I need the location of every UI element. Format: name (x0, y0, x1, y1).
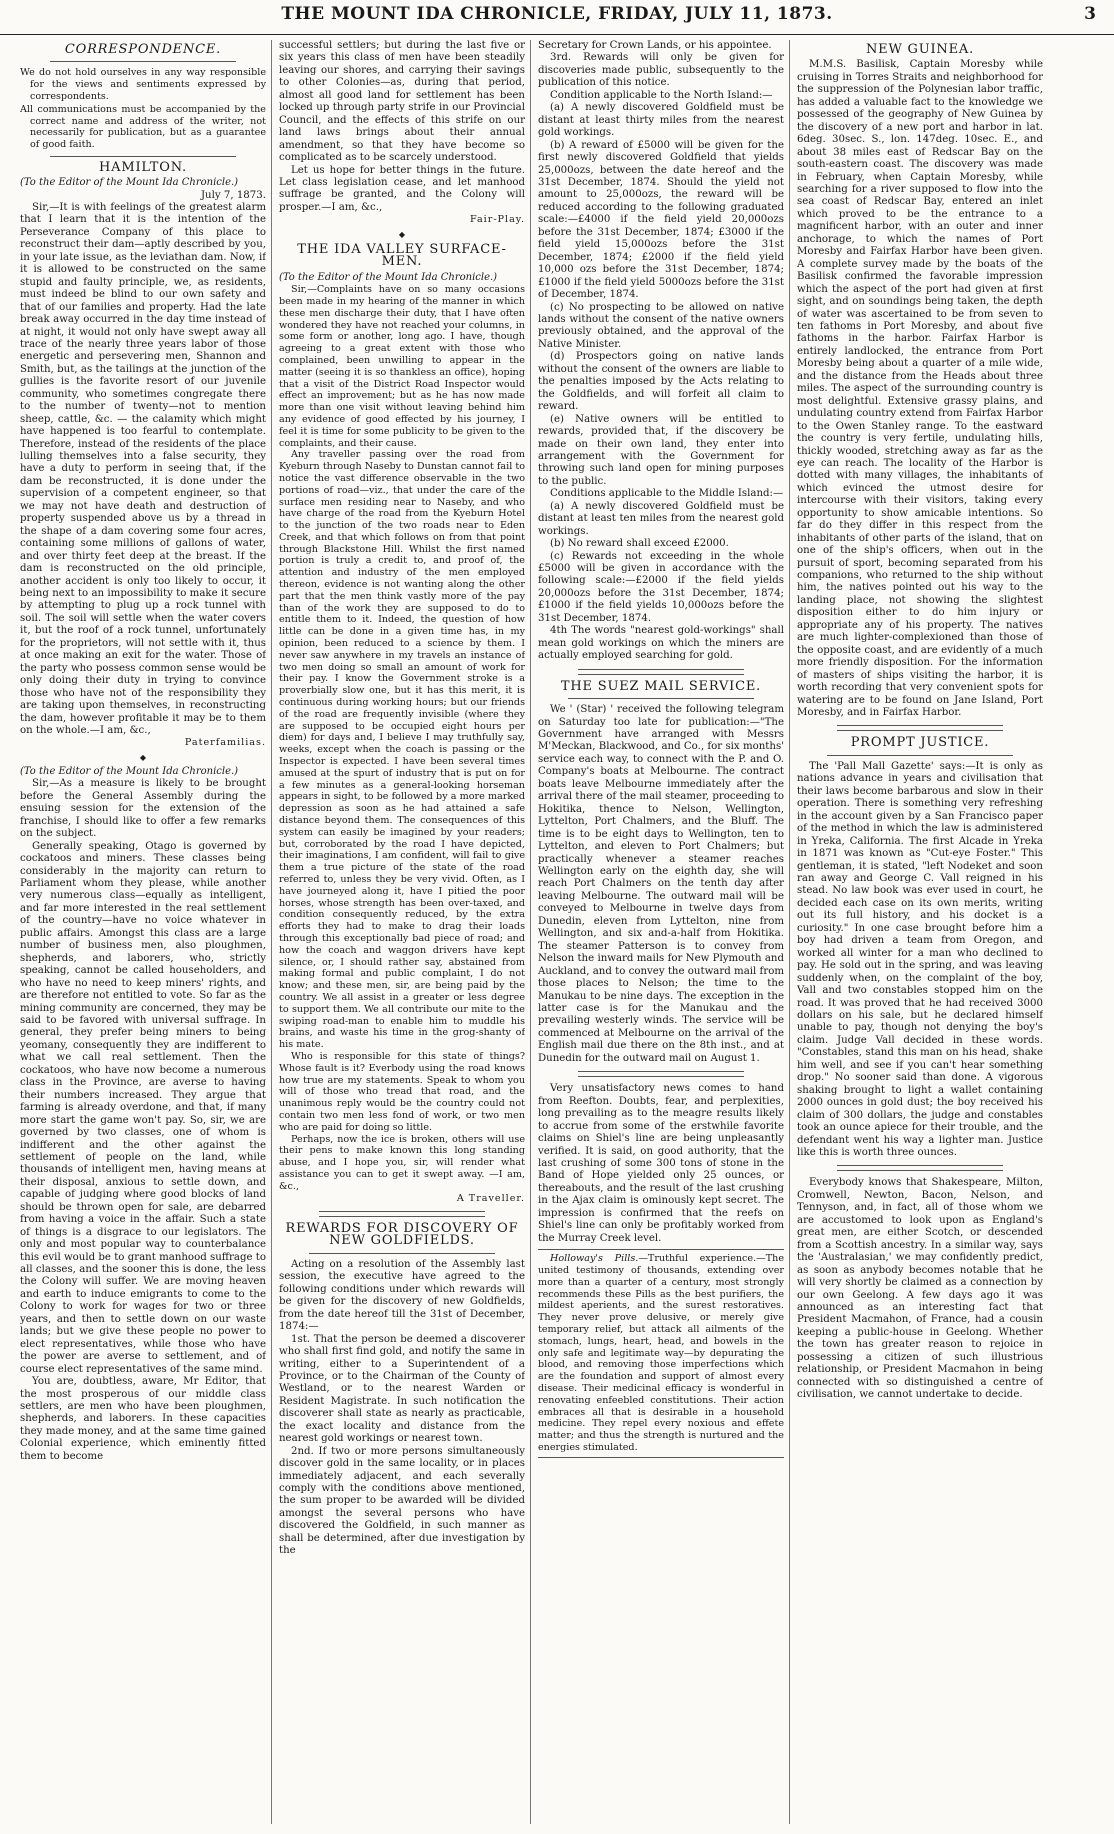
article-body: (b) A reward of £5000 will be given for the first newly discovered Goldfield that yields 25,000ozs, between the date hereof and the 31st December, 1874. Should the yield not amount to 25,000ozs, the reward will be reduced according to the following graduated scale:—£4000 if the field yield 20,000ozs before the 31st December, 1874; £3000 if the field yield 15,000ozs before the 31st December, 1874; £2000 if the field yield 10,000 ozs before the 31st December, 1874; £1000 if the field yield 5000ozs before the 31st of December, 1874. (538, 139, 784, 301)
letter-body: Sir,—Complaints have on so many occasions been made in my hearing of the manner in which these men discharge their duty, that I have often wondered they have not reached your columns, in some form or another, long ago. I have, though agreeing to a great extent with those who complained, been unwilling to appear in the matter (seeing it is so thankless an office), hoping that a visit of the District Road Inspector would effect an improvement; but as he has now made more than one visit without leaving behind him any evidence of good effected by his journey, I feel it is time for some publicity to be given to the complaints, and their cause. (279, 284, 525, 449)
letter-address: (To the Editor of the Mount Ida Chronicle.) (20, 177, 239, 189)
article-body: Secretary for Crown Lands, or his appointee. (538, 40, 772, 51)
article-body: Acting on a resolution of the Assembly last session, the executive have agreed to the following conditions under which rewards will be given for the discovery of new Goldfields, from the date hereof till the 31st of December, 1874:— (279, 1258, 525, 1333)
divider (319, 1211, 485, 1217)
article-body: Condition applicable to the North Island:— (550, 89, 773, 101)
divider (837, 725, 1003, 731)
column-4 (797, 40, 1043, 1830)
letter-body: Let us hope for better things in the future. Let class legislation cease, and let manhood suffrage be granted, and the Colony will prosper.—I am, &c., (279, 164, 525, 213)
letter-body: You are, doubtless, aware, Mr Editor, that the most prosperous of our middle class settlers, are men who have been ploughmen, shepherds, and laborers. In these capacities they made money, and at the same time gained Colonial experience, which eminently fitted them to become (20, 1376, 266, 1462)
article-body: Conditions applicable to the Middle Island:— (550, 488, 784, 500)
article-body: (a) A newly discovered Goldfield must be distant at least thirty miles from the nearest gold workings. (538, 102, 784, 139)
letter-body: Perhaps, now the ice is broken, others will use their pens to make known this long standing abuse, and I hope you, sir, will render what assistance you can to get it swept away. —I am, &c., (279, 1133, 525, 1192)
article-body: 4th The words "nearest gold-workings" shall mean gold workings on which the miners are actually employed searching for gold. (538, 625, 784, 662)
article-heading-rewards: REWARDS FOR DISCOVERY OF NEW GOLDFIELDS. (285, 1220, 519, 1249)
divider (578, 1071, 744, 1077)
article-body: 3rd. Rewards will only be given for discoveries made public, subsequently to the publication of this notice. (538, 52, 784, 89)
divider (50, 156, 236, 157)
editorial-notice: All communications must be accompanied by the correct name and address of the writer, not necessarily for publication, but as a guarantee of good faith. (20, 104, 266, 151)
page-title: THE MOUNT IDA CHRONICLE, FRIDAY, JULY 11, 1873. (281, 4, 833, 24)
letter-body: successful settlers; but during the last five or six years this class of men have been steadily leaving our shores, and carrying their savings to other Colonies—as, during that period, almost all good land for settlement has been locked up through party strife in our Provincial Council, and the effects of this strife on our land laws brings about their annual amendment, so that they have become so complicated as to be scarcely understood. (279, 40, 525, 164)
letter-address: (To the Editor of the Mount Ida Chronicle.) (279, 271, 498, 283)
article-body: (c) Rewards not exceeding in the whole £5000 will be given in accordance with the following scale:—£2000 if the field yields 20,000ozs before the 31st December, 1874; £1000 if the field yields 10,000ozs before the 31st December, 1874. (538, 550, 784, 624)
letter-date: July 7, 1873. (200, 189, 266, 201)
article-body: We ' (Star) ' received the following telegram on Saturday too late for publication:—"The Government have arranged with Messrs M'Meckan, Blackwood, and Co., for six months' service each way, to connect with the P. and O. Company's boats at Melbourne. The contract boats leave Melbourne immediately after the arrival there of the mail steamer, proceeding to Hokitika, thence to Nelson, Wellington, Lyttelton, Port Chalmers, and the Bluff. The time is to be eight days to Wellington, ten to Lyttelton, and eleven to Port Chalmers; but practically whenever a steamer reaches Wellington early on the eighth day, she will reach Port Chalmers on the tenth day after leaving Melbourne. The outward mail will be conveyed to Melbourne in twelve days from Dunedin, eleven from Lyttelton, nine from Wellington, and six and-a-half from Hokitika. The steamer Patterson is to convey from Nelson the inward mails for New Plymouth and Auckland, and to convey the outward mail from those places to Nelson; the time to the Manukau to be nine days. The exception in the latter case is for the Manukau and the prevailing westerly winds. The service will be commenced at Melbourne on the arrival of the English mail due there on the 8th inst., and at Dunedin for the outward mail on August 1. (538, 704, 784, 1064)
letter-signature: Fair-Play. (469, 214, 525, 226)
diamond-ornament: ◆ (398, 229, 406, 239)
article-body: (a) A newly discovered Goldfield must be distant at least ten miles from the nearest gold workings. (538, 500, 784, 537)
divider (309, 1253, 495, 1254)
column-3 (538, 40, 784, 1830)
divider (568, 698, 754, 699)
article-body: Everybody knows that Shakespeare, Milton, Cromwell, Newton, Bacon, Nelson, and Tennyson, and, in fact, all of those whom we are accustomed to look upon as England's great men, are either Scotch, or descended from a Scottish ancestry. In a similar way, says the 'Australasian,' we may confidently predict, as soon as anybody becomes notable that he will very shortly be claimed as a connection by our own Geelong. A few days ago it was announced as an interesting fact that President Macmahon, of France, had a cousin keeping a public-house in Geelong. Whether the town has greater reason to rejoice in possessing a citizen of such illustrious relationship, or President Macmahon in being connected with so distinguished a centre of civilisation, we cannot undertake to decide. (797, 1177, 1043, 1401)
article-body: (d) Prospectors going on native lands without the consent of the owners are liable to the penalties imposed by the Acts relating to the Goldfields, and will forfeit all claim to reward. (538, 351, 784, 413)
article-body: M.M.S. Basilisk, Captain Moresby while cruising in Torres Straits and neighborhood for the suppression of the Polynesian labor traffic, has added a valuable fact to the knowledge we possessed of the geography of New Guinea by the discovery of a new port and harbor in lat. 6deg. 30sec. S., lon. 147deg. 10sec. E., and about 38 miles east of Redscar Bay on the south-eastern coast. The discovery was made in February, when Captain Moresby, while searching for a river supposed to flow into the sea coast of Redscar Bay, entered an inlet which proved to be the entrance to a magnificent harbor, with an outer and inner anchorage, to which the names of Port Moresby and Fairfax Harbor have been given. A complete survey made by the boats of the Basilisk confirmed the favorable impression which the aspect of the port had given at first sight, and on soundings being taken, the depth of water was ascertained to be from seven to ten fathoms in Port Moresby, and about five fathoms in the harbor. Fairfax Harbor is entirely landlocked, the entrance from Port Moresby being about a quarter of a mile wide, and the distance from the Heads about three miles. The aspect of the surrounding country is most delightful. Extensive grassy plains, and undulating country extend from Fairfax Harbor to the Owen Stanley range. To the eastward the country is very fertile, undulating hills, thickly wooded, stretching away as far as the eye can reach. The locality of the Harbor is dotted with many villages, the inhabitants of which evinced the utmost desire for intercourse with their visitors, taking every opportunity to show amicable intentions. So far do they differ in this respect from the inhabitants of other parts of the island, that on one of the ship's officers, when out in the pursuit of sport, becoming separated from his companions, who returned to the ship without him, the natives pointed out his way to the landing place, not showing the slightest disposition either to do him injury or appropriate any of his property. The natives are much lighter-complexioned than those of the opposite coast, and are evidently of a much more friendly disposition. For the information of masters of ships visiting the harbor, it is worth recording that very convenient spots for watering are to be found on Jane Island, Port Moresby, and in Fairfax Harbor. (797, 59, 1043, 719)
article-body: The 'Pall Mall Gazette' says:—It is only as nations advance in years and civilisation that their laws become barbarous and slow in their operation. There is something very refreshing in the account given by a San Francisco paper of the method in which the law is administered in Yreka, California. The first Alcade in Yreka in 1871 was known as "Cut-eye Foster." This gentleman, it is stated, "left Nodeket and soon ran away and George C. Vall reigned in his stead. No law book was ever used in court, he decided each case on its own merits, writing out its full history, and his docket is a curiosity." In one case brought before him a boy had driven a team from Oregon, and worked all winter for a man who declined to pay. He sold out in the spring, and was leaving suddenly when, on the complaint of the boy, Vall and two constables stopped him on the road. It was proved that he had received 3000 dollars on his sale, but he declared himself unable to pay, though not denying the boy's claim. Judge Vall decided in these words. "Constables, stand this man on his head, shake him well, and see if you can't hear something drop." No sooner said than done. A vigorous shaking brought to light a wallet containing 2000 ounces in gold dust; the boy received his claim of 300 dollars, the judge and constables took an ounce apiece for their trouble, and the defendant went his way a lighter man. Justice like this is worth three ounces. (797, 760, 1043, 1158)
letter-address: (To the Editor of the Mount Ida Chronicle.) (20, 765, 239, 777)
letter-body: Any traveller passing over the road from Kyeburn through Naseby to Dunstan cannot fail to notice the vast difference observable in the two portions of road—viz., that under the care of the surface men residing near to Naseby, and who have charge of the road from the Kyeburn Hotel to the junction of the two roads near to Eden Creek, and that which follows on from that point through Blackstone Hill. Whilst the first named portion is truly a credit to, and proof of, the attention and industry of the men employed thereon, evidence is not wanting along the other part that the men think vastly more of the pay than of the work they are supposed to do to entitle them to it. Indeed, the question of how little can be done in a given time has, in my opinion, been reduced to a science by them. I never saw anywhere in my travels an instance of two men doing so small an amount of work for their pay. I know the Government stroke is a proverbially slow one, but it has this merit, it is continuous during working hours; but our friends of the road are frequently invisible (where they are supposed to be occupied eight hours per diem) for days and, I believe I may truthfully say, weeks, except when the coach is passing or the Inspector is expected. I have been several times amused at the spurt of industry that is put on for a few minutes as a general-looking horseman appears in sight, to be followed by a more marked depression as soon as he had attained a safe distance beyond them. The consequences of this system can easily be imagined by your readers; but, corroborated by the road I have depicted, their imaginations, I am confident, will fail to give them a true picture of the state of the road referred to, unless they be very vivid. Often, as I have journeyed along it, have I pitied the poor horses, whose strength has been over-taxed, and condition consequently reduced, by the extra efforts they had to make to drag their loads through this exceptionally bad piece of road; and how the coach and waggon drivers have kept silence, or, I should rather say, abstained from making formal and public complaint, I do not know; and these men, sir, are being paid by the country. We all assist in a greater or less degree to support them. We all contribute our mite to the swiping road-man to enable him to muddle his brains, and waste his time in the grog-shanty of his mate. (279, 449, 525, 1051)
letter-signature: A Traveller. (456, 1192, 525, 1204)
article-body: 1st. That the person be deemed a discoverer who shall first find gold, and notify the same in writing, either to a Superintendent of a Province, or to the Chairman of the County of Westland, or to the nearest Warden or Resident Magistrate. In such notification the discoverer shall state as nearly as practicable, the exact locality and distance from the nearest gold workings or nearest town. (279, 1333, 525, 1445)
divider (578, 669, 744, 675)
article-heading-hamilton: HAMILTON. (99, 159, 187, 175)
column-rule (530, 40, 531, 1824)
divider (827, 755, 1013, 756)
article-body: 2nd. If two or more persons simultaneously discover gold in the same locality, or in places immediately adjacent, and each severally comply with the conditions above mentioned, the sum proper to be awarded will be divided amongst the several persons who have discovered the Goldfield, in such manner as shall be determined, after due investigation by the (279, 1445, 525, 1557)
column-rule (789, 40, 790, 1824)
divider (837, 1165, 1003, 1171)
article-heading-surface-men: THE IDA VALLEY SURFACE-MEN. (297, 241, 507, 270)
advertisement-title: Holloway's Pills. (550, 1253, 639, 1265)
column-rule (271, 40, 272, 1824)
letter-body: Generally speaking, Otago is governed by cockatoos and miners. These classes being considerably in the majority can return to Parliament whom they please, while another very numerous class—equally as intelligent, and far more interested in the real settlement of the country—have no voice whatever in public affairs. Amongst this class are a large number of business men, also ploughmen, shepherds, and laborers, who, strictly speaking, cannot be called householders, and who have no need to keep miners' rights, and are therefore not entitled to vote. So far as the mining community are concerned, they may be said to be favored with universal suffrage. In general, they prefer being miners to being yeomany, consequently they are indifferent to what we call real settlement. Then the cockatoos, who have now become a numerous class in the Province, are averse to having their numbers increased. They argue that farming is already overdone, and that, if many more start the game won't pay. So, sir, we are governed by two classes, one of whom is indifferent and the other against the settlement of people on the land, while thousands of intelligent men, having means at their disposal, anxious to settle down, and capable of judging where good blocks of land should be thrown open for sale, are debarred from having a voice in the affair. Such a state of things is a disgrace to our legislators. The only and most popular way to counterbalance this evil would be to grant manhood suffrage to all classes, and the sooner this is done, the less the Colony will suffer. We are moving heaven and earth to induce emigrants to come to the Colony to work for wages for two or three years, and then to settle down on our waste lands; but we give these people no power to elect representatives, while those who have the power are averse to settlement, and of course elect representatives of the same mind. (20, 840, 266, 1375)
section-heading-correspondence: CORRESPONDENCE. (64, 42, 222, 57)
editorial-notice: We do not hold ourselves in any way responsible for the views and sentiments expressed by correspondents. (20, 67, 266, 102)
article-body: Very unsatisfactory news comes to hand from Reefton. Doubts, fear, and perplexities, long prevailing as to the meagre results likely to accrue from some of the erstwhile favorite claims on Shiel's line are being unpleasantly verified. It is said, on good authority, that the last crushing of some 300 tons of stone in the Band of Hope yielded only 25 ounces, or thereabouts, and the result of the last crushing in the Ajax claim is ominously kept secret. The impression is confirmed that the reefs on Shiel's line can only be profitably worked from the Murray Creek level. (538, 1083, 784, 1244)
letter-body: Sir,—As a measure is likely to be brought before the General Assembly during the ensuing session for the extension of the franchise, I should like to offer a few remarks on the subject. (20, 778, 266, 840)
letter-body: Who is responsible for this state of things? Whose fault is it? Everbody using the road knows how true are my statements. Speak to whom you will of those who tread that road, and the unanimous reply would be the country could not contain two men less fond of work, or two men who are paid for doing so little. (279, 1050, 525, 1133)
advertisement-body: —Truthful experience.—The united testimony of thousands, extending over more than a quarter of a century, most strongly recommends these Pills as the best purifiers, the mildest aperients, and the surest restoratives. They never prove delusive, or merely give temporary relief, but attack all ailments of the stomach, lungs, heart, head, and bowels in the only safe and legitimate way—by depurating the blood, and removing those imperfections which are the foundation and support of almost every disease. Their medicinal efficacy is wonderful in renovating enfeebled constitutions. Their action embraces all that is desirable in a household medicine. They repel every noxious and effete matter; and thus the strength is nurtured and the energies stimulated. (538, 1253, 784, 1453)
article-body: (c) No prospecting to be allowed on native lands without the consent of the native owners previously obtained, and the approval of the Native Minister. (538, 301, 784, 350)
divider (50, 61, 236, 62)
letter-signature: Paterfamilias. (184, 737, 266, 749)
page-number: 3 (1084, 4, 1096, 24)
article-body: (b) No reward shall exceed £2000. (550, 538, 729, 550)
column-2 (279, 40, 525, 1830)
article-heading-new-guinea: NEW GUINEA. (865, 42, 975, 57)
masthead (0, 0, 1114, 35)
advertisement-holloways (538, 1249, 784, 1458)
article-heading-suez-mail: THE SUEZ MAIL SERVICE. (560, 678, 762, 694)
column-1 (20, 40, 266, 1830)
article-heading-prompt-justice: PROMPT JUSTICE. (850, 735, 990, 751)
article-body: (e) Native owners will be entitled to rewards, provided that, if the discovery be made on their own land, they enter into arrangement with the Government for throwing such land open for mining purposes to the public. (538, 413, 784, 487)
diamond-ornament: ◆ (139, 752, 147, 762)
letter-body: Sir,—It is with feelings of the greatest alarm that I learn that it is the intention of the Perseverance Company of this place to reconstruct their dam—aptly described by you, in your late issue, as the leviathan dam. Now, if it is allowed to be constructed on the same stupid and faulty principle, we, as residents, must indeed be blind to our own safety and that of our families and property. Had the late break away occurred in the day time instead of at night, it would not only have swept away all trace of the nearly three years labor of those energetic and persevering men, Shannon and Smith, but, as the tailings at the junction of the gullies is the favorite resort of our juvenile community, who sometimes congregate there to the number of twenty—not to mention sheep, cattle, &c. — the calamity which might have happened is too fearful to contemplate. Therefore, instead of the residents of the place lulling themselves into a false security, they have a duty to perform in seeing that, if the dam be reconstructed, it is done under the supervision of a competent engineer, so that we may not have death and destruction of property suspended above us by a thread in the shape of a dam covering some four acres, containing some millions of gallons of water, and over thirty feet deep at the breast. If the dam is reconstructed on the old principle, another accident is only too likely to occur, it being next to an impossibility to make it secure by attempting to plug up a rock tunnel with soil. The soil will settle when the water covers it, but the roof of a rock tunnel, unfortunately for the proprietors, will not settle with it, thus at once making an exit for the water. Those of the party who possess common sense would be only doing their duty in trying to convince those who have not of the responsibility they are taking upon themselves, in reconstructing the dam, however profitable it may be to them on the whole.—I am, &c., (20, 201, 266, 736)
